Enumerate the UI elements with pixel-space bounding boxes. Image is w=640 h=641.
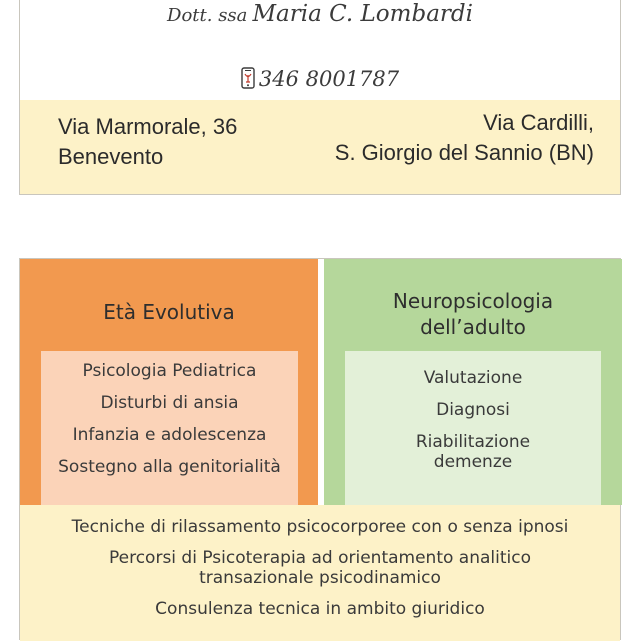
other-services-band [20,505,620,641]
address-benevento-city: Benevento [58,144,164,169]
panel-eta-evolutiva-title: Età Evolutiva [103,300,235,324]
panel-neuropsicologia [324,259,622,505]
panel-eta-evolutiva [20,259,318,505]
list-item [20,548,620,588]
panel-neuropsicologia-title-line2: dell’adulto [420,315,526,339]
panel-neuropsicologia-list-box [345,351,601,505]
address-san-giorgio [335,108,594,168]
list-item [345,432,601,472]
address-benevento [58,112,237,172]
list-item-line2: demenze [433,452,513,472]
eta-evolutiva-list [41,361,298,489]
list-item-line1: Percorsi di Psicoterapia ad orientamento analitico [108,548,531,568]
doctor-title-prefix: Dott. ssa [167,5,248,26]
other-services-list [20,517,620,630]
address-san-giorgio-city: S. Giorgio del Sannio (BN) [334,140,594,165]
address-benevento-street: Via Marmorale, 36 [58,114,238,139]
panel-eta-evolutiva-list-box [41,351,298,505]
list-item: Tecniche di rilassamento psicocorporee con o senza ipnosi [71,517,569,537]
phone-number-line[interactable] [20,67,620,94]
mobile-phone-icon [241,67,255,94]
doctor-full-name: Maria C. Lombardi [252,1,473,27]
panel-neuropsicologia-title-line1: Neuropsicologia [392,289,554,313]
list-item: Infanzia e adolescenza [72,425,267,445]
doctor-name [20,1,620,27]
list-item: Sostegno alla genitorialità [58,457,281,477]
services-section [19,258,621,640]
business-card [19,0,621,195]
list-item: Disturbi di ansia [100,393,239,413]
list-item: Consulenza tecnica in ambito giuridico [155,599,485,619]
phone-number: 346 8001787 [258,67,400,91]
list-item: Valutazione [423,368,523,388]
address-san-giorgio-street: Via Cardilli, [483,110,594,135]
list-item: Diagnosi [436,400,510,420]
list-item-line2: transazionale psicodinamico [199,568,441,588]
neuropsicologia-list [345,368,601,484]
list-item-line1: Riabilitazione [415,432,531,452]
panel-neuropsicologia-title [324,288,622,340]
address-band [20,100,620,194]
list-item: Psicologia Pediatrica [82,361,257,381]
